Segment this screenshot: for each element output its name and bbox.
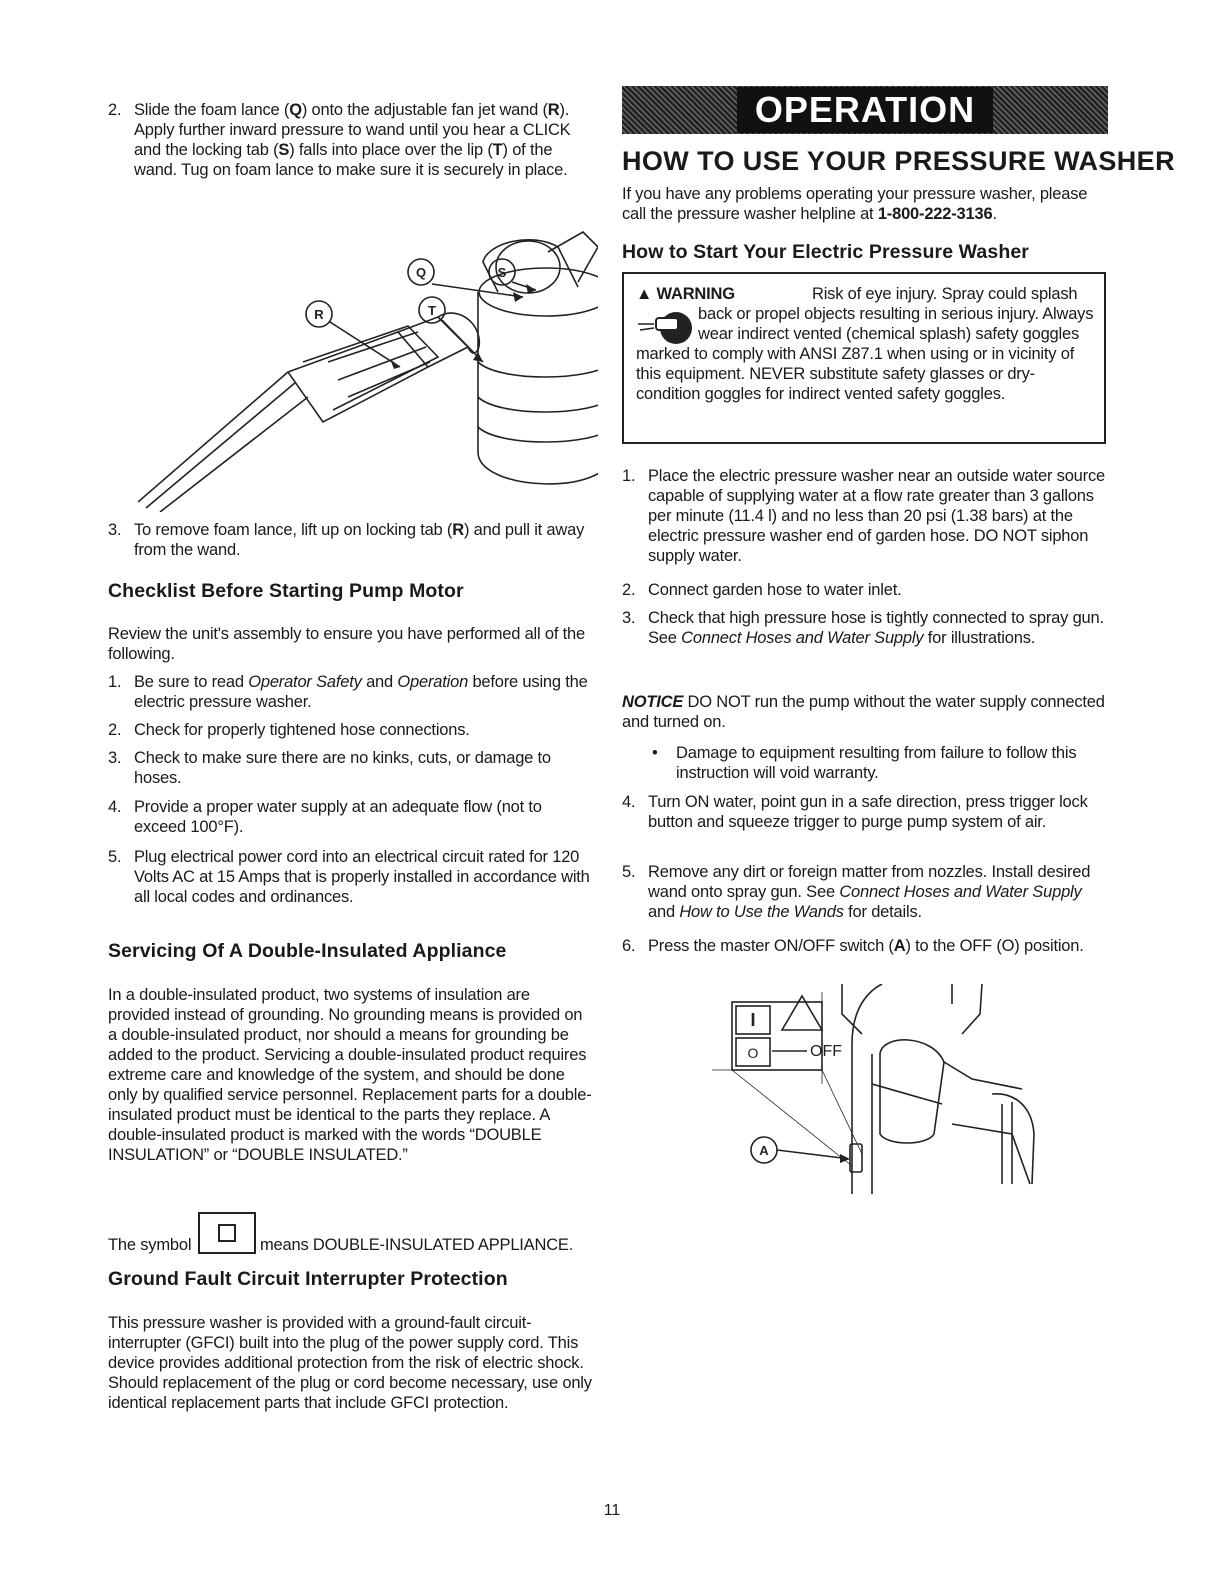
main-heading: HOW TO USE YOUR PRESSURE WASHER	[622, 146, 1175, 176]
start-step: 4. Turn ON water, point gun in a safe direction, press trigger lock button and squeeze trigger to purge pump system of air.	[622, 793, 1088, 831]
checklist-heading: Checklist Before Starting Pump Motor	[108, 580, 464, 602]
off-label: OFF	[810, 1043, 842, 1060]
start-step: 1. Place the electric pressure washer near an outside water source capable of supplying water at a flow rate greater than 3 gallons per minute (11.4 l) and no less than 20 psi (1.38 bars) at the electric pressure washer end of garden hose. DO NOT siphon supply water.	[622, 467, 1105, 565]
gfci-text: This pressure washer is provided with a ground-fault circuit-interrupter (GFCI) built into the plug of the power supply cord. This device provides additional protection from the risk of electric shock. Should replacement of the plug or cord become necessary, use only identical replacement parts that include GFCI protection.	[108, 1314, 592, 1412]
intro-text: If you have any problems operating your pressure washer, please call the pressure washer helpline at 1-800-222-3136.	[622, 185, 1088, 223]
warning-label: ▲ WARNING	[636, 285, 735, 303]
callout-r: R	[314, 307, 324, 322]
warning-box	[622, 272, 1106, 444]
notice-label: NOTICE	[622, 693, 684, 711]
notice-bullet: • Damage to equipment resulting from failure to follow this instruction will void warranty.	[652, 744, 1077, 782]
switch-on-mark: I	[750, 1010, 756, 1030]
foam-lance-illustration	[138, 222, 598, 512]
warning-content	[636, 284, 1094, 404]
safety-goggles-icon	[636, 308, 694, 348]
servicing-heading: Servicing Of A Double-Insulated Appliance	[108, 940, 507, 962]
step-number: 2.	[108, 101, 122, 119]
page-number: 11	[603, 1502, 621, 1519]
double-insulated-icon	[198, 1212, 256, 1254]
step-number: 3.	[108, 521, 122, 539]
start-heading: How to Start Your Electric Pressure Washer	[622, 241, 1029, 263]
step-2	[108, 100, 594, 200]
callout-a: A	[759, 1143, 769, 1158]
switch-off-mark: O	[747, 1045, 759, 1061]
notice-text: NOTICE DO NOT run the pump without the water supply connected and turned on.	[622, 693, 1105, 731]
servicing-text: In a double-insulated product, two systems of insulation are provided instead of grounding. No grounding means is provided on a double-insulated product, nor should a means for grounding be added to the product. Servicing a double-insulated product requires extreme care and knowledge of the system, and should be done only by qualified service personnel. Replacement parts for a double-insulated product must be identical to the parts they replace. A double-insulated product is marked with the words “DOUBLE INSULATION” or “DOUBLE INSULATED.”	[108, 986, 592, 1164]
checklist-item: 1. Be sure to read Operator Safety and Operation before using the electric pressure washer.	[108, 673, 588, 711]
operation-banner	[622, 86, 1108, 134]
on-off-switch-illustration	[712, 984, 1052, 1194]
callout-t: T	[428, 303, 436, 318]
banner-label: OPERATION	[737, 87, 993, 133]
helpline-phone: 1-800-222-3136	[877, 205, 993, 223]
warning-text: Risk of eye injury. Spray could splash back or propel objects resulting in serious injury. Always wear indirect vented (chemical splash) safety goggles marked to comply with ANSI Z87.1 when using or in vicinity of this equipment. NEVER substitute safety glasses or dry-condition goggles for indirect vented safety goggles.	[636, 285, 1094, 403]
start-step: 6. Press the master ON/OFF switch (A) to the OFF (O) position.	[622, 937, 1084, 955]
callout-q: Q	[415, 265, 427, 280]
warning-triangle-icon: ▲	[636, 285, 653, 303]
bullet-icon: •	[652, 744, 658, 762]
step-text: Slide the foam lance (Q) onto the adjustable fan jet wand (R). Apply further inward pressure to wand until you hear a CLICK and the locking tab (S) falls into place over the lip (T) of the wand. Tug on foam lance to make sure it is securely in place.	[134, 101, 571, 179]
callout-s: S	[497, 265, 507, 280]
step-3	[108, 520, 594, 562]
double-insulated-symbol-line: The symbol means DOUBLE-INSULATED APPLIANCE.	[108, 1212, 594, 1258]
checklist-intro: Review the unit's assembly to ensure you have performed all of the following.	[108, 625, 585, 663]
start-step: 3. Check that high pressure hose is tightly connected to spray gun. See Connect Hoses and Water Supply for illustrations.	[622, 609, 1104, 647]
start-step: 5. Remove any dirt or foreign matter from nozzles. Install desired wand onto spray gun. See Connect Hoses and Water Supply and How to Use the Wands for details.	[622, 863, 1091, 921]
gfci-heading: Ground Fault Circuit Interrupter Protection	[108, 1268, 508, 1290]
step-text: To remove foam lance, lift up on locking tab (R) and pull it away from the wand.	[134, 521, 585, 559]
